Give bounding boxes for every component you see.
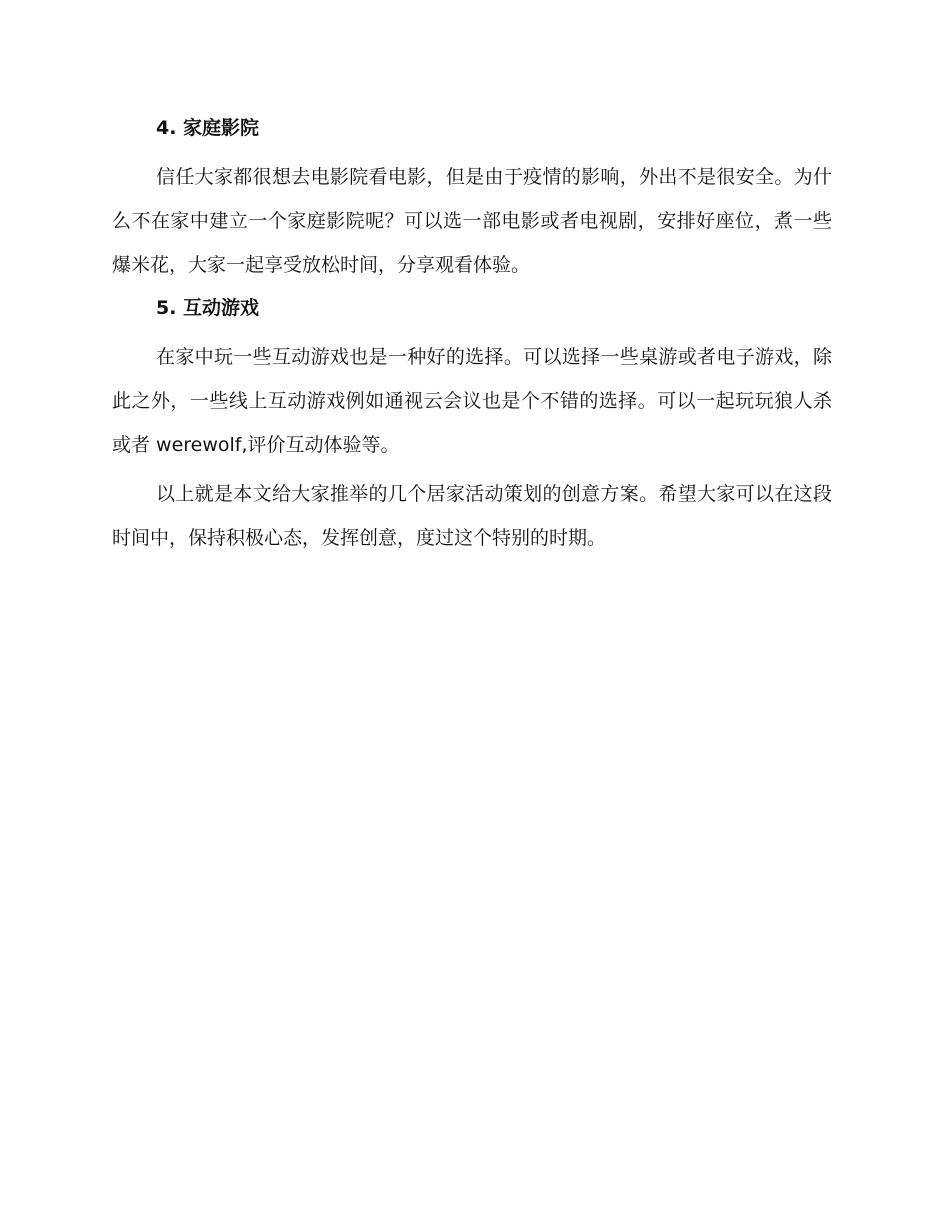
section-heading-interactive-games: 5. 互动游戏 — [156, 297, 260, 319]
paragraph-conclusion: 以上就是本文给大家推举的几个居家活动策划的创意方案。希望大家可以在这段时间中，保持积极心态，发挥创意，度过这个特别的时期。 — [112, 483, 832, 549]
section-heading-home-theater: 4. 家庭影院 — [156, 117, 260, 139]
paragraph-interactive-games: 在家中玩一些互动游戏也是一种好的选择。可以选择一些桌游或者电子游戏，除此之外，一些线上互动游戏例如通视云会议也是个不错的选择。可以一起玩玩狼人杀或者 werewolf,评价互动体验等。 — [112, 346, 832, 456]
document-body — [112, 112, 832, 560]
paragraph-home-theater: 信任大家都很想去电影院看电影，但是由于疫情的影响，外出不是很安全。为什么不在家中建立一个家庭影院呢？可以选一部电影或者电视剧，安排好座位，煮一些爆米花，大家一起享受放松时间，分享观看体验。 — [112, 166, 832, 276]
